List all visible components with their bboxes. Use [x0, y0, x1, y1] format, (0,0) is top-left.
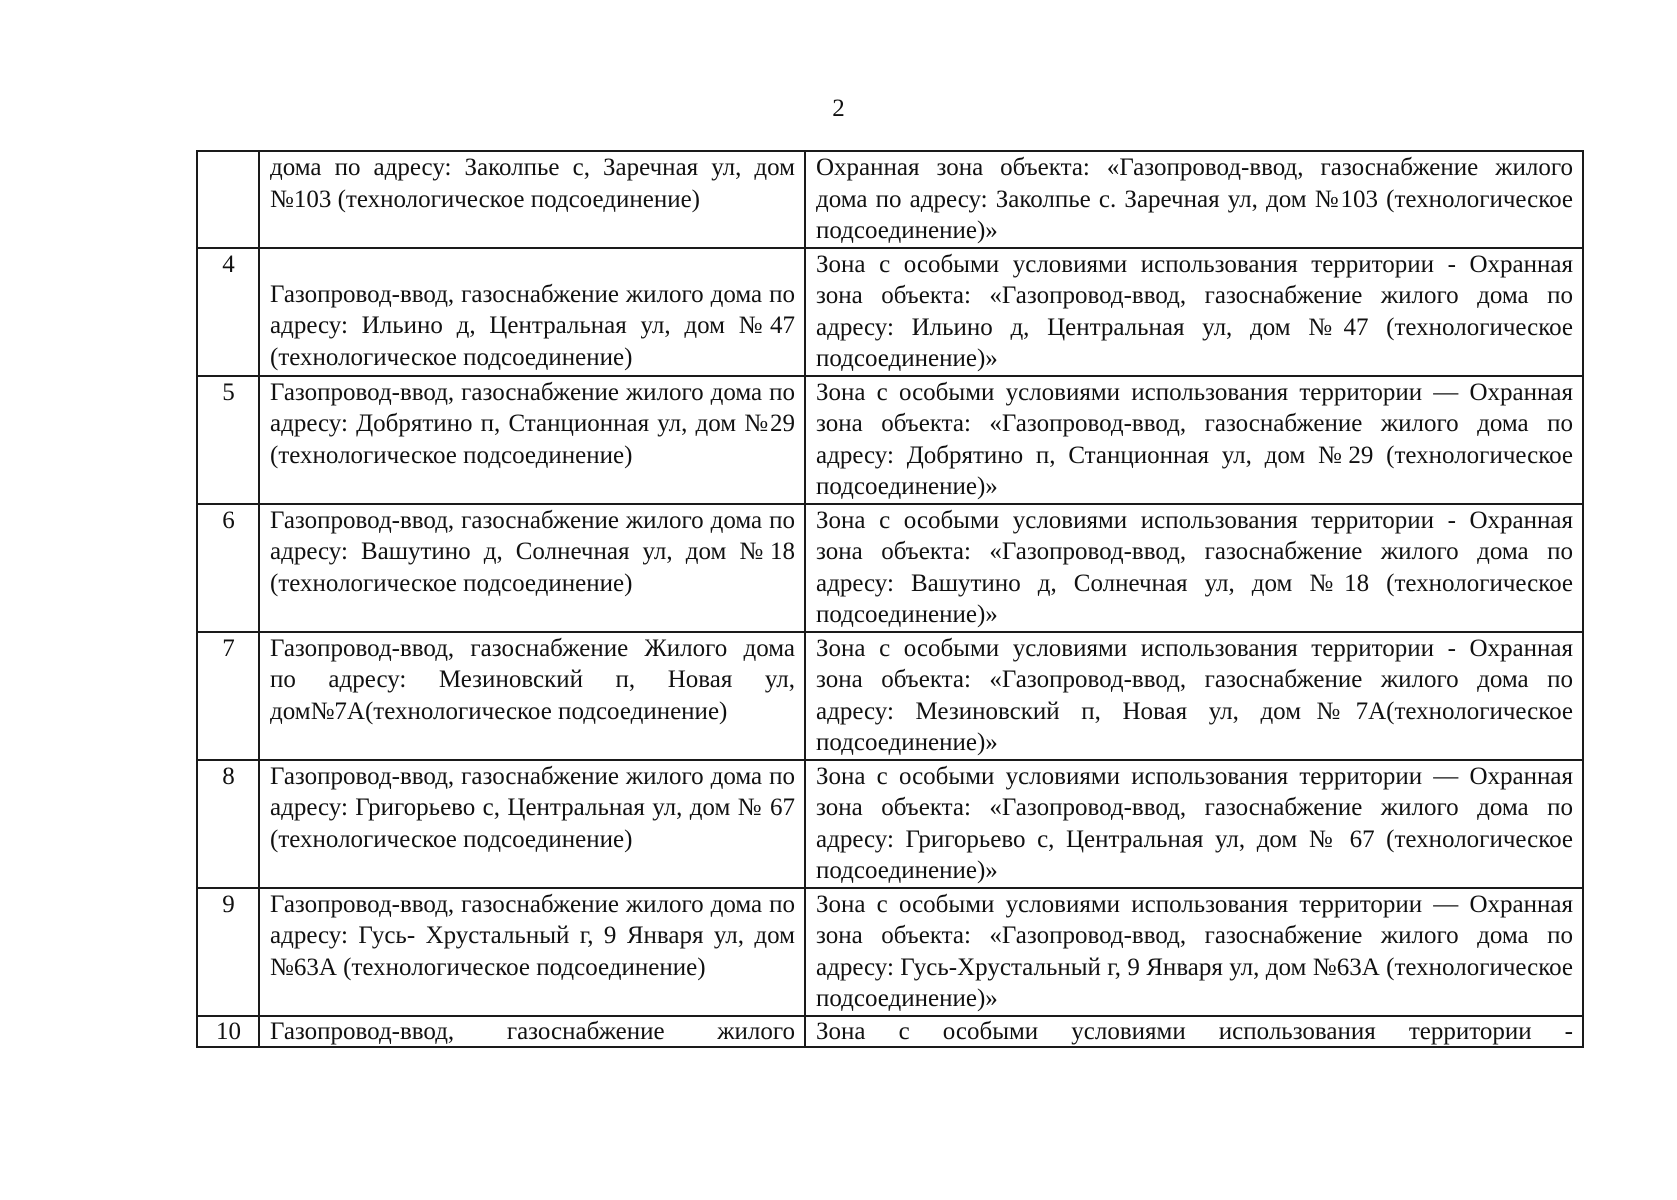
zone-description: Охранная зона объекта: «Газопровод-ввод, газоснабжение жилого дома по адресу: Заколпье с. Заречная ул, дом №103 (технологическое подсоединение)» [805, 151, 1583, 248]
row-number: 6 [197, 504, 259, 632]
object-description: Газопровод-ввод, газоснабжение жилого дома по адресу: Вашутино д, Солнечная ул, дом №18 (технологическое подсоединение) [259, 504, 805, 632]
table-row [197, 1016, 1583, 1047]
table-row [197, 376, 1583, 504]
zones-table [196, 150, 1584, 1048]
zone-description: Зона с особыми условиями использования территории — Охранная зона объекта: «Газопровод-ввод, газоснабжение жилого дома по адресу: Гусь-Хрустальный г, 9 Января ул, дом №63А (технологическое подсоединение)» [805, 888, 1583, 1016]
cell-spacer [270, 249, 795, 279]
row-number: 5 [197, 376, 259, 504]
table-row [197, 888, 1583, 1016]
row-number: 4 [197, 248, 259, 376]
object-description: Газопровод-ввод, газоснабжение Жилого дома по адресу: Мезиновский п, Новая ул, дом№7А(технологическое подсоединение) [259, 632, 805, 760]
zone-description: Зона с особыми условиями использования территории — Охранная зона объекта: «Газопровод-ввод, газоснабжение жилого дома по адресу: Григорьево с, Центральная ул, дом № 67 (технологическое подсоединение)» [805, 760, 1583, 888]
table-row [197, 151, 1583, 248]
row-number: 7 [197, 632, 259, 760]
row-number [197, 151, 259, 248]
object-description: Газопровод-ввод, газоснабжение жилого дома по адресу: Григорьево с, Центральная ул, дом № 67 (технологическое подсоединение) [259, 760, 805, 888]
row-number: 9 [197, 888, 259, 1016]
object-description: Газопровод-ввод, газоснабжение жилого [270, 1017, 795, 1045]
table-row [197, 632, 1583, 760]
table-row [197, 760, 1583, 888]
page-number: 2 [832, 95, 845, 122]
object-description-cell [259, 1016, 805, 1047]
row-number: 8 [197, 760, 259, 888]
object-description: дома по адресу: Заколпье с, Заречная ул, дом №103 (технологическое подсоединение) [259, 151, 805, 248]
zone-description: Зона с особыми условиями использования территории - Охранная зона объекта: «Газопровод-ввод, газоснабжение жилого дома по адресу: Ильино д, Центральная ул, дом №47 (технологическое подсоединение)» [805, 248, 1583, 376]
object-description: Газопровод-ввод, газоснабжение жилого дома по адресу: Ильино д, Центральная ул, дом №47 (технологическое подсоединение) [270, 280, 795, 371]
table-row [197, 248, 1583, 376]
zone-description: Зона с особыми условиями использования территории - Охранная зона объекта: «Газопровод-ввод, газоснабжение жилого дома по адресу: Мезиновский п, Новая ул, дом№7А(технологическое подсоединение)» [805, 632, 1583, 760]
table-row [197, 504, 1583, 632]
zone-description: Зона с особыми условиями использования территории - Охранная зона объекта: «Газопровод-ввод, газоснабжение жилого дома по адресу: Вашутино д, Солнечная ул, дом №18 (технологическое подсоединение)» [805, 504, 1583, 632]
zone-description-cell [805, 1016, 1583, 1047]
object-description: Газопровод-ввод, газоснабжение жилого дома по адресу: Добрятино п, Станционная ул, дом №29 (технологическое подсоединение) [259, 376, 805, 504]
object-description: Газопровод-ввод, газоснабжение жилого дома по адресу: Гусь- Хрустальный г, 9 Января ул, дом №63А (технологическое подсоединение) [259, 888, 805, 1016]
object-description-cell [259, 248, 805, 376]
zone-description: Зона с особыми условиями использования территории - [816, 1017, 1573, 1045]
row-number: 10 [197, 1016, 259, 1047]
zone-description: Зона с особыми условиями использования территории — Охранная зона объекта: «Газопровод-ввод, газоснабжение жилого дома по адресу: Добрятино п, Станционная ул, дом №29 (технологическое подсоединение)» [805, 376, 1583, 504]
